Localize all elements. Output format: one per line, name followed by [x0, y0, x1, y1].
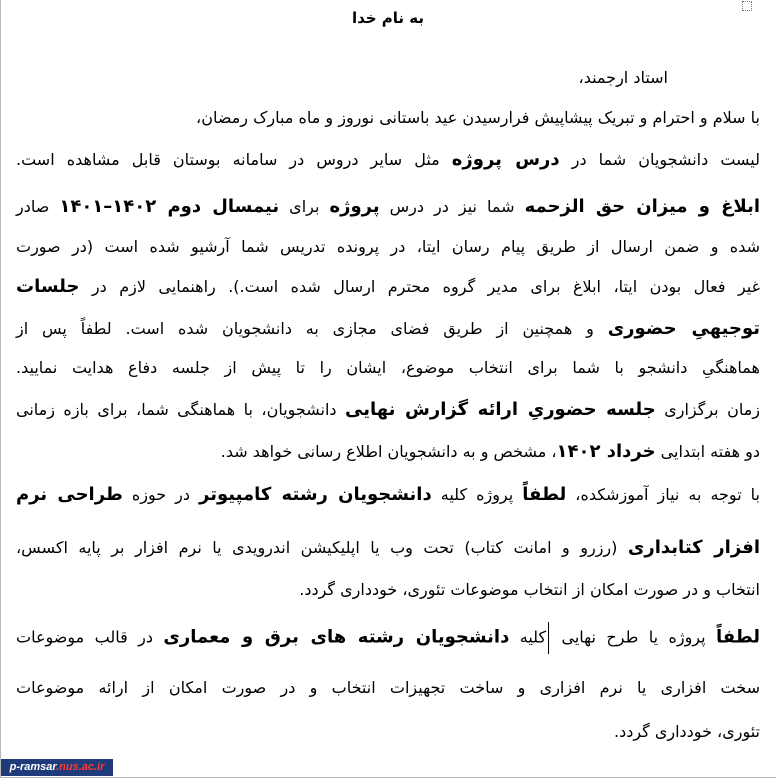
text-run: زمان برگزاری [655, 400, 760, 419]
bold-text-run: افزار کتابداری [627, 537, 760, 558]
text-run: با توجه به نیاز آموزشکده، [566, 485, 760, 504]
text-cursor [548, 622, 549, 654]
text-run: کلیه [509, 627, 547, 647]
text-run: تئوری، خودداری گردد. [613, 722, 760, 741]
text-run: (رزرو و امانت کتاب) تحت وب یا اپلیکیشن اندرویدی یا نرم افزار بر پایه اکسس، [16, 538, 628, 557]
text-run: سخت افزاری یا نرم افزاری و ساخت تجهیزات انتخاب و در صورت امکان از ارائه موضوعات [16, 678, 760, 697]
text-line [196, 103, 760, 133]
text-line [16, 533, 760, 563]
site-watermark-prefix: p-ramsar [9, 761, 57, 773]
text-run: با سلام و احترام و تبریک پیشاپیش فرارسیدن عید باستانی نوروز و ماه مبارک رمضان، [196, 108, 760, 127]
bold-text-run: جلسه حضوریِ ارائه گزارش نهایی [344, 399, 656, 420]
text-line [16, 395, 760, 425]
text-run: انتخاب و در صورت امکان از انتخاب موضوعات تئوری، خودداری گردد. [299, 580, 760, 599]
text-run: شما نیز در درس [379, 197, 525, 216]
text-run: شده و ضمن ارسال از طریق پیام رسان ایتا، در پرونده تدریس شما آرشیو شده است (در صورت [16, 237, 760, 256]
text-line [16, 314, 760, 344]
text-run: صادر [16, 197, 60, 216]
bold-text-run: درس پروژه [451, 149, 560, 170]
text-line [614, 717, 760, 747]
text-run: در حوزه [122, 485, 200, 504]
bold-text-run: لطفاً [522, 484, 567, 505]
text-run: دانشجویان، با هماهنگی شما، برای بازه زمانی [16, 400, 345, 419]
bold-text-run: لطفاً [715, 626, 760, 648]
bold-text-run: طراحی نرم [16, 484, 123, 505]
bold-text-run: پروژه [329, 196, 380, 217]
text-line [16, 480, 760, 510]
bold-text-run: توجیهیِ حضوری [607, 318, 760, 339]
bold-text-run: دانشجویان رشته های برق و معماری [163, 626, 510, 648]
document-title: به نام خدا [351, 9, 425, 27]
text-run: و همچنین از طریق فضای مجازی به دانشجویان شده است. لطفاً پس از [16, 319, 608, 338]
text-run: استاد ارجمند، [578, 68, 668, 87]
text-line [299, 575, 760, 605]
text-line [16, 622, 760, 652]
text-run: دو هفته ابتدایی [655, 442, 760, 461]
bold-text-run: دانشجویان رشته کامپیوتر [199, 484, 432, 505]
text-line [16, 673, 760, 703]
text-run: در قالب موضوعات [16, 627, 164, 647]
text-line [16, 353, 760, 383]
text-run: هماهنگیِ دانشجو با شما برای انتخاب موضوع، ایشان را تا پیش از جلسه دفاع هدایت نمایید. [16, 358, 760, 377]
text-line [16, 192, 760, 222]
text-line [579, 63, 668, 93]
text-run: مثل سایر دروس در سامانه بوستان قابل مشاهده است. [16, 150, 452, 169]
bold-text-run: ابلاغ و میزان حق الزحمه [524, 196, 760, 217]
page-frame-bottom [0, 777, 776, 778]
text-run: برای [279, 197, 330, 216]
text-line [16, 145, 760, 175]
text-line [16, 232, 760, 262]
text-run: غیر فعال بودن ایتا، ابلاغ برای مدیر گروه محترم ارسال شده است.). راهنمایی لازم در [79, 277, 760, 296]
bold-text-run: نیمسال دوم ۱۴۰۲–۱۴۰۱ [59, 196, 280, 217]
text-run: پروژه یا طرح نهایی [551, 627, 716, 647]
text-run: پروژه کلیه [431, 485, 523, 504]
text-run: لیست دانشجویان شما در [559, 150, 760, 169]
text-line [16, 272, 760, 302]
text-run: ، مشخص و به دانشجویان اطلاع رسانی خواهد شد. [220, 442, 557, 461]
bold-text-run: جلسات [16, 276, 80, 297]
text-line [221, 437, 760, 467]
bold-text-run: خرداد ۱۴۰۲ [556, 441, 656, 462]
site-watermark-suffix: .nus.ac.ir [56, 761, 105, 773]
site-watermark [1, 759, 113, 776]
